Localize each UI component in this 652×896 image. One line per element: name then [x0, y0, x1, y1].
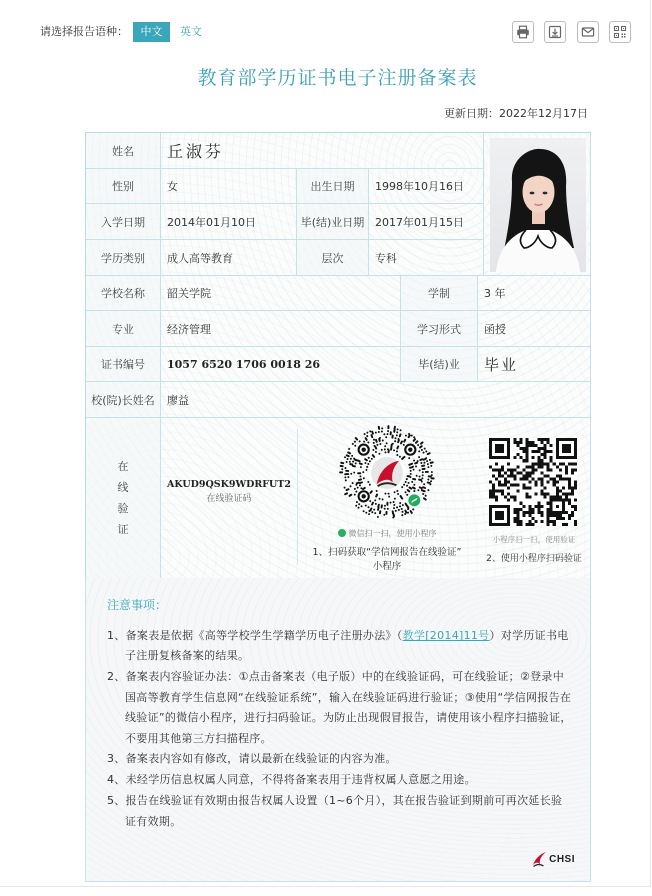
- regulation-link[interactable]: 教学[2014]11号: [402, 629, 490, 642]
- verify-code[interactable]: AKUD9QSK9WDRFUT2: [167, 479, 291, 490]
- grad-date-value: 2017年01月15日: [369, 204, 484, 240]
- edu-type-label: 学历类别: [86, 240, 161, 276]
- cert-no-value: [161, 347, 401, 382]
- chsi-logo: [531, 849, 575, 869]
- school-label: 学校名称: [86, 276, 161, 311]
- mini-program-code-icon: [338, 424, 436, 522]
- study-form-value: 函授: [478, 311, 591, 347]
- name-label: 姓名: [86, 133, 161, 169]
- school-value: 韶关学院: [161, 276, 401, 311]
- mini-program-hint: 小程序扫一扫，使用验证: [492, 535, 576, 544]
- verify-label-char: 证: [117, 523, 129, 536]
- qrcode-icon: [613, 25, 627, 39]
- wechat-hint-text: 微信扫一扫，使用小程序: [348, 529, 437, 538]
- record-table: [85, 132, 591, 579]
- notes-list: [107, 626, 573, 833]
- president-value: 廖益: [161, 382, 591, 418]
- length-value: 3 年: [478, 276, 591, 311]
- step2-text: 2、使用小程序扫码验证: [486, 554, 582, 564]
- enroll-value: 2014年01月10日: [161, 204, 297, 240]
- notes-box: [85, 578, 591, 882]
- page-title: 教育部学历证书电子注册备案表: [197, 67, 478, 89]
- step1-line2: 小程序: [372, 561, 402, 572]
- note-item: 4、未经学历信息权属人同意，不得将备案表用于违背权属人意愿之用途。: [107, 773, 476, 787]
- note-1-prefix: 1、备案表是依据《高等学校学生学籍学历电子注册办法》（: [107, 629, 403, 642]
- portrait-photo: [490, 138, 586, 272]
- note-item: [107, 626, 573, 667]
- length-label: 学制: [401, 276, 478, 311]
- print-icon: [516, 25, 530, 39]
- verify-code-label: 在线验证码: [206, 494, 252, 504]
- enroll-label: 入学日期: [86, 204, 161, 240]
- wechat-hint: [297, 528, 477, 539]
- chsi-logo-icon: [531, 850, 547, 868]
- download-button[interactable]: [544, 21, 566, 43]
- photo: [490, 138, 586, 272]
- study-form-label: 学习形式: [401, 311, 478, 347]
- level-value: 专科: [369, 240, 484, 276]
- note-item: 5、报告在线验证有效期由报告权属人设置（1~6个月），其在报告验证到期前可再次延长验证有效期。: [107, 794, 563, 828]
- verify-label-char: 验: [117, 502, 129, 515]
- verify-code-cell: [161, 418, 297, 579]
- mini-program-code: [338, 424, 436, 522]
- chsi-logo-text: CHSI: [549, 853, 575, 865]
- edu-type-value: 成人高等教育: [161, 240, 297, 276]
- gender-label: 性别: [86, 169, 161, 204]
- birth-value: 1998年10月16日: [369, 169, 484, 204]
- language-english-link[interactable]: 英文: [180, 25, 202, 38]
- notes-title: 注意事项：: [107, 598, 168, 612]
- qr-code: [489, 438, 577, 526]
- photo-cell: [484, 133, 591, 276]
- gender-value: 女: [161, 169, 297, 204]
- cert-no-label: 证书编号: [86, 347, 161, 382]
- cert-no-text: 1057 6520 1706 0018 26: [167, 357, 321, 371]
- note-item: 2、备案表内容验证办法：①点击备案表（电子版）中的在线验证码，可在线验证；②登录中国高等教育学生信息网“在线验证系统”，输入在线验证码进行验证；③使用“学信网报告在线验证”的微信小程序，进行扫码验证。为防止出现假冒报告，请使用该小程序扫描验证，不要用其他第三方扫描程序。: [107, 670, 572, 745]
- step1-line1: 1、扫码获取“学信网报告在线验证”: [312, 547, 462, 558]
- language-chinese-button[interactable]: 中文: [133, 22, 170, 42]
- major-value: 经济管理: [161, 311, 401, 347]
- online-verify-label: [86, 418, 161, 579]
- qrcode-button[interactable]: [609, 21, 631, 43]
- note-1-suffix: ）对学历证书电子注册复核备案的结果。: [125, 629, 569, 663]
- verify-label-char: 在: [117, 460, 129, 473]
- download-icon: [548, 25, 562, 39]
- grad-status-text: 毕业: [484, 355, 519, 374]
- print-button[interactable]: [512, 21, 534, 43]
- level-label: 层次: [297, 240, 369, 276]
- grad-status-label: 毕(结)业: [401, 347, 478, 382]
- qr-code-cell: [477, 418, 591, 579]
- note-item: 3、备案表内容如有修改，请以最新在线验证的内容为准。: [107, 752, 397, 766]
- grad-status-value: [478, 347, 591, 382]
- mail-icon: [581, 25, 595, 39]
- wechat-icon: [338, 529, 346, 537]
- mini-program-cell: [297, 418, 477, 579]
- birth-label: 出生日期: [297, 169, 369, 204]
- verify-label-char: 线: [117, 481, 129, 494]
- name-text: 丘淑芬: [167, 142, 225, 161]
- name-value: [161, 133, 484, 169]
- qr-code-icon: [489, 438, 577, 526]
- president-label: 校(院)长姓名: [86, 382, 161, 418]
- grad-date-label: 毕(结)业日期: [297, 204, 369, 240]
- mail-button[interactable]: [577, 21, 599, 43]
- major-label: 专业: [86, 311, 161, 347]
- update-date: 更新日期：2022年12月17日: [444, 107, 588, 120]
- language-label: 请选择报告语种：: [40, 25, 128, 38]
